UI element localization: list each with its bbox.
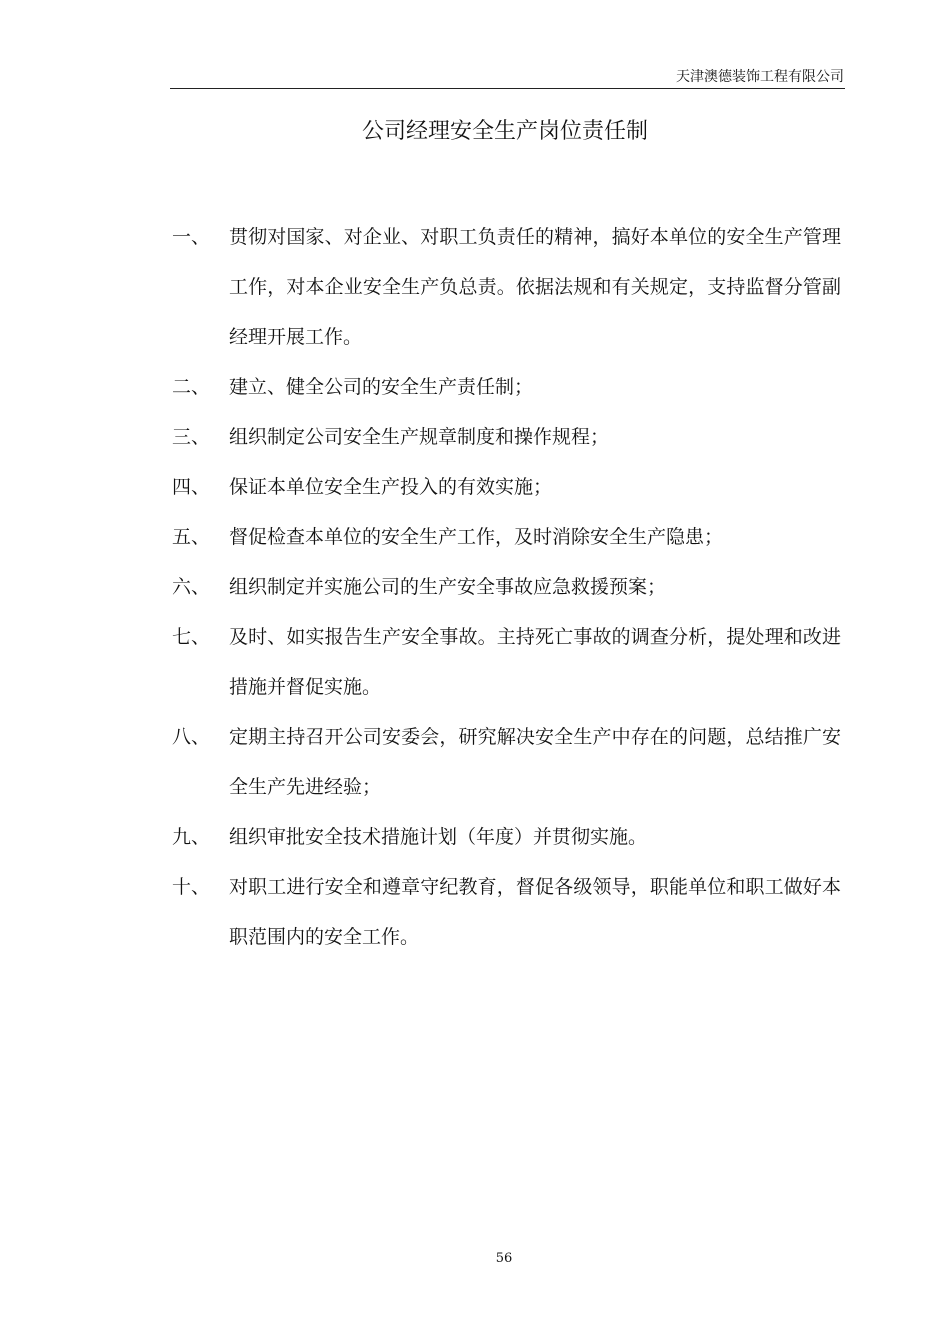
clause-number: 五、 [172, 526, 211, 548]
header-divider [170, 88, 845, 89]
clause-number: 八、 [172, 726, 211, 748]
clause-text: 对职工进行安全和遵章守纪教育，督促各级领导，职能单位和职工做好本职范围内的安全工作。 [229, 876, 841, 948]
clause-number: 一、 [172, 226, 211, 248]
clause-item [172, 612, 852, 712]
document-title: 公司经理安全生产岗位责任制 [361, 119, 648, 144]
clause-text: 组织制定公司安全生产规章制度和操作规程； [229, 426, 610, 448]
clause-text: 组织审批安全技术措施计划（年度）并贯彻实施。 [229, 826, 648, 848]
clause-number: 四、 [172, 476, 211, 498]
clause-item [172, 512, 852, 562]
clause-number: 六、 [172, 576, 211, 598]
clause-item [172, 712, 852, 812]
clause-text: 建立、健全公司的安全生产责任制； [229, 376, 534, 398]
clause-item [172, 362, 852, 412]
clause-text: 贯彻对国家、对企业、对职工负责任的精神，搞好本单位的安全生产管理工作，对本企业安全生产负总责。依据法规和有关规定，支持监督分管副经理开展工作。 [229, 226, 841, 348]
clause-number: 十、 [172, 876, 211, 898]
clause-item [172, 862, 852, 962]
clause-list [172, 212, 852, 962]
clause-item [172, 812, 852, 862]
clause-item [172, 462, 852, 512]
clause-number: 七、 [172, 626, 211, 648]
clause-text: 保证本单位安全生产投入的有效实施； [229, 476, 553, 498]
header-company-name: 天津澳德装饰工程有限公司 [676, 69, 844, 85]
clause-item [172, 562, 852, 612]
clause-item [172, 212, 852, 362]
clause-text: 及时、如实报告生产安全事故。主持死亡事故的调查分析，提处理和改进措施并督促实施。 [229, 626, 841, 698]
page-number: 56 [495, 1251, 513, 1266]
clause-text: 督促检查本单位的安全生产工作，及时消除安全生产隐患； [229, 526, 724, 548]
clause-number: 三、 [172, 426, 211, 448]
clause-text: 组织制定并实施公司的生产安全事故应急救援预案； [229, 576, 667, 598]
clause-item [172, 412, 852, 462]
clause-number: 九、 [172, 826, 211, 848]
clause-number: 二、 [172, 376, 211, 398]
clause-text: 定期主持召开公司安委会，研究解决安全生产中存在的问题，总结推广安全生产先进经验； [229, 726, 841, 798]
